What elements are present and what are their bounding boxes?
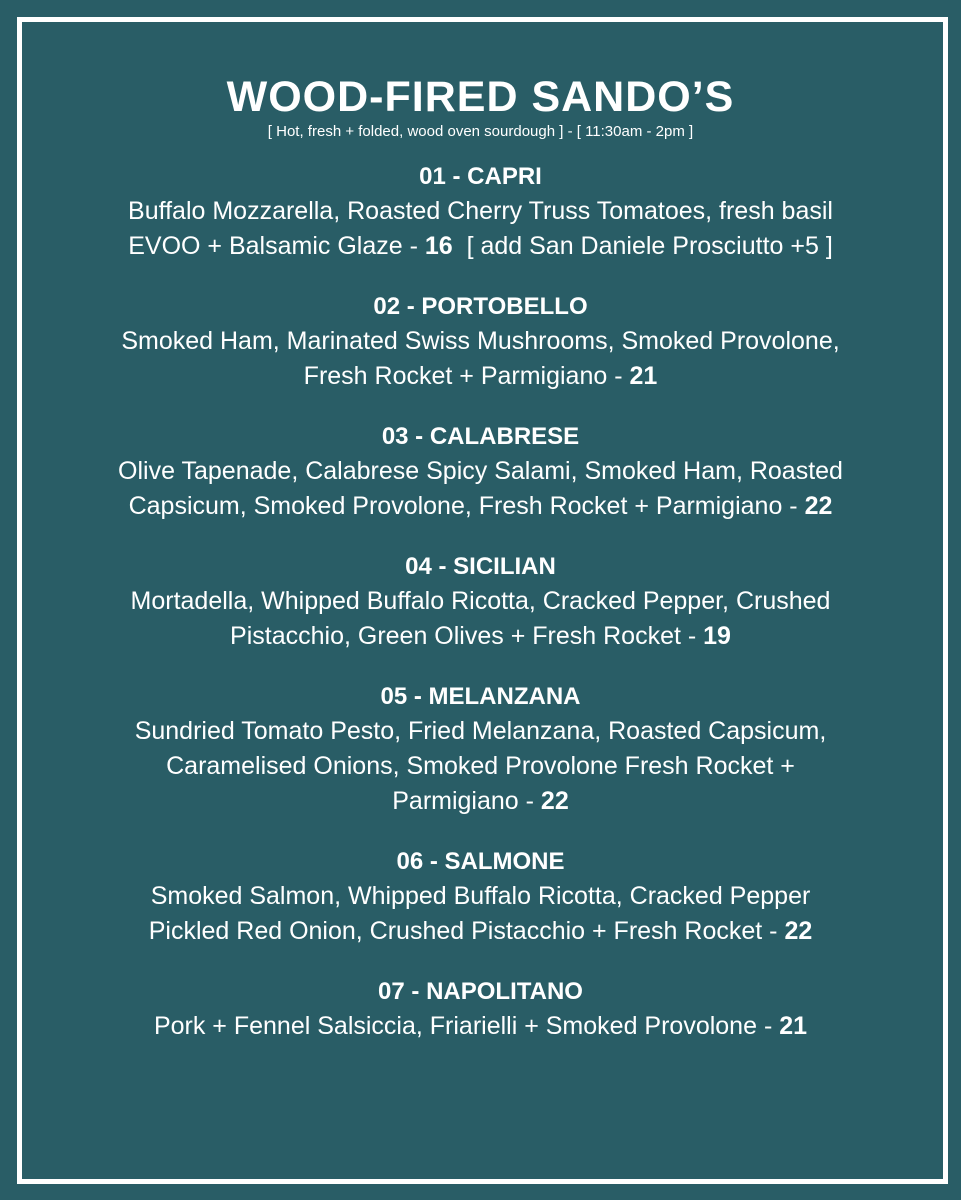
description-line xyxy=(71,489,891,524)
line-text: Smoked Salmon, Whipped Buffalo Ricotta, Cracked Pepper xyxy=(150,882,811,910)
line-text: Smoked Ham, Marinated Swiss Mushrooms, Smoked Provolone, xyxy=(121,327,840,355)
description-line xyxy=(71,194,891,229)
description-line xyxy=(71,749,891,784)
line-text: Pork + Fennel Salsiccia, Friarielli + Smoked Provolone - xyxy=(153,1012,780,1040)
menu-item-calabrese xyxy=(0,420,961,524)
item-description xyxy=(71,714,891,819)
item-price: 22 xyxy=(540,787,569,815)
menu-item-portobello xyxy=(0,290,961,394)
item-heading: 04 - SICILIAN xyxy=(405,553,556,580)
item-price: 21 xyxy=(779,1012,808,1040)
item-heading: 03 - CALABRESE xyxy=(381,423,580,450)
item-description xyxy=(71,879,891,949)
item-description xyxy=(71,584,891,654)
item-price: 16 xyxy=(424,232,453,260)
item-heading: 01 - CAPRI xyxy=(419,163,542,190)
item-description xyxy=(71,1009,891,1044)
line-text: Fresh Rocket + Parmigiano - xyxy=(303,362,630,390)
item-price: 19 xyxy=(703,622,731,650)
item-description xyxy=(71,454,891,524)
menu-item-melanzana xyxy=(0,680,961,819)
item-price: 22 xyxy=(804,492,833,520)
line-text: Parmigiano - xyxy=(392,787,541,815)
item-heading: 02 - PORTOBELLO xyxy=(373,293,588,320)
description-line xyxy=(71,584,891,619)
line-text: Olive Tapenade, Calabrese Spicy Salami, Smoked Ham, Roasted xyxy=(118,457,843,485)
item-description xyxy=(71,194,891,264)
item-price: 21 xyxy=(629,362,658,390)
item-heading: 05 - MELANZANA xyxy=(380,683,581,710)
menu-item-sicilian xyxy=(0,550,961,654)
description-line xyxy=(71,359,891,394)
description-line xyxy=(71,619,891,654)
description-line xyxy=(71,1009,891,1044)
description-line xyxy=(71,454,891,489)
menu-title: WOOD-FIRED SANDO’S xyxy=(226,73,735,121)
menu-content xyxy=(0,72,961,1070)
line-text: Sundried Tomato Pesto, Fried Melanzana, Roasted Capsicum, xyxy=(134,717,827,745)
description-line xyxy=(71,324,891,359)
line-text: Buffalo Mozzarella, Roasted Cherry Truss Tomatoes, fresh basil xyxy=(128,197,833,225)
menu-item-capri xyxy=(0,160,961,264)
description-line xyxy=(71,879,891,914)
line-text: Caramelised Onions, Smoked Provolone Fresh Rocket + xyxy=(166,752,795,780)
item-heading: 07 - NAPOLITANO xyxy=(378,978,583,1005)
item-description xyxy=(71,324,891,394)
item-heading: 06 - SALMONE xyxy=(396,848,565,875)
description-line xyxy=(71,784,891,819)
description-line xyxy=(71,229,891,264)
line-text: Mortadella, Whipped Buffalo Ricotta, Cracked Pepper, Crushed xyxy=(130,587,831,615)
description-line xyxy=(71,914,891,949)
line-text: Pistacchio, Green Olives + Fresh Rocket - xyxy=(230,622,704,650)
item-price: 22 xyxy=(784,917,813,945)
line-addon: [ add San Daniele Prosciutto +5 ] xyxy=(452,232,833,260)
description-line xyxy=(71,714,891,749)
line-text: Pickled Red Onion, Crushed Pistacchio + Fresh Rocket - xyxy=(148,917,785,945)
line-text: Capsicum, Smoked Provolone, Fresh Rocket + Parmigiano - xyxy=(128,492,805,520)
line-text: EVOO + Balsamic Glaze - xyxy=(128,232,425,260)
menu-subtitle: [ Hot, fresh + folded, wood oven sourdough ] - [ 11:30am - 2pm ] xyxy=(267,123,694,140)
menu-item-napolitano xyxy=(0,975,961,1044)
menu-item-salmone xyxy=(0,845,961,949)
